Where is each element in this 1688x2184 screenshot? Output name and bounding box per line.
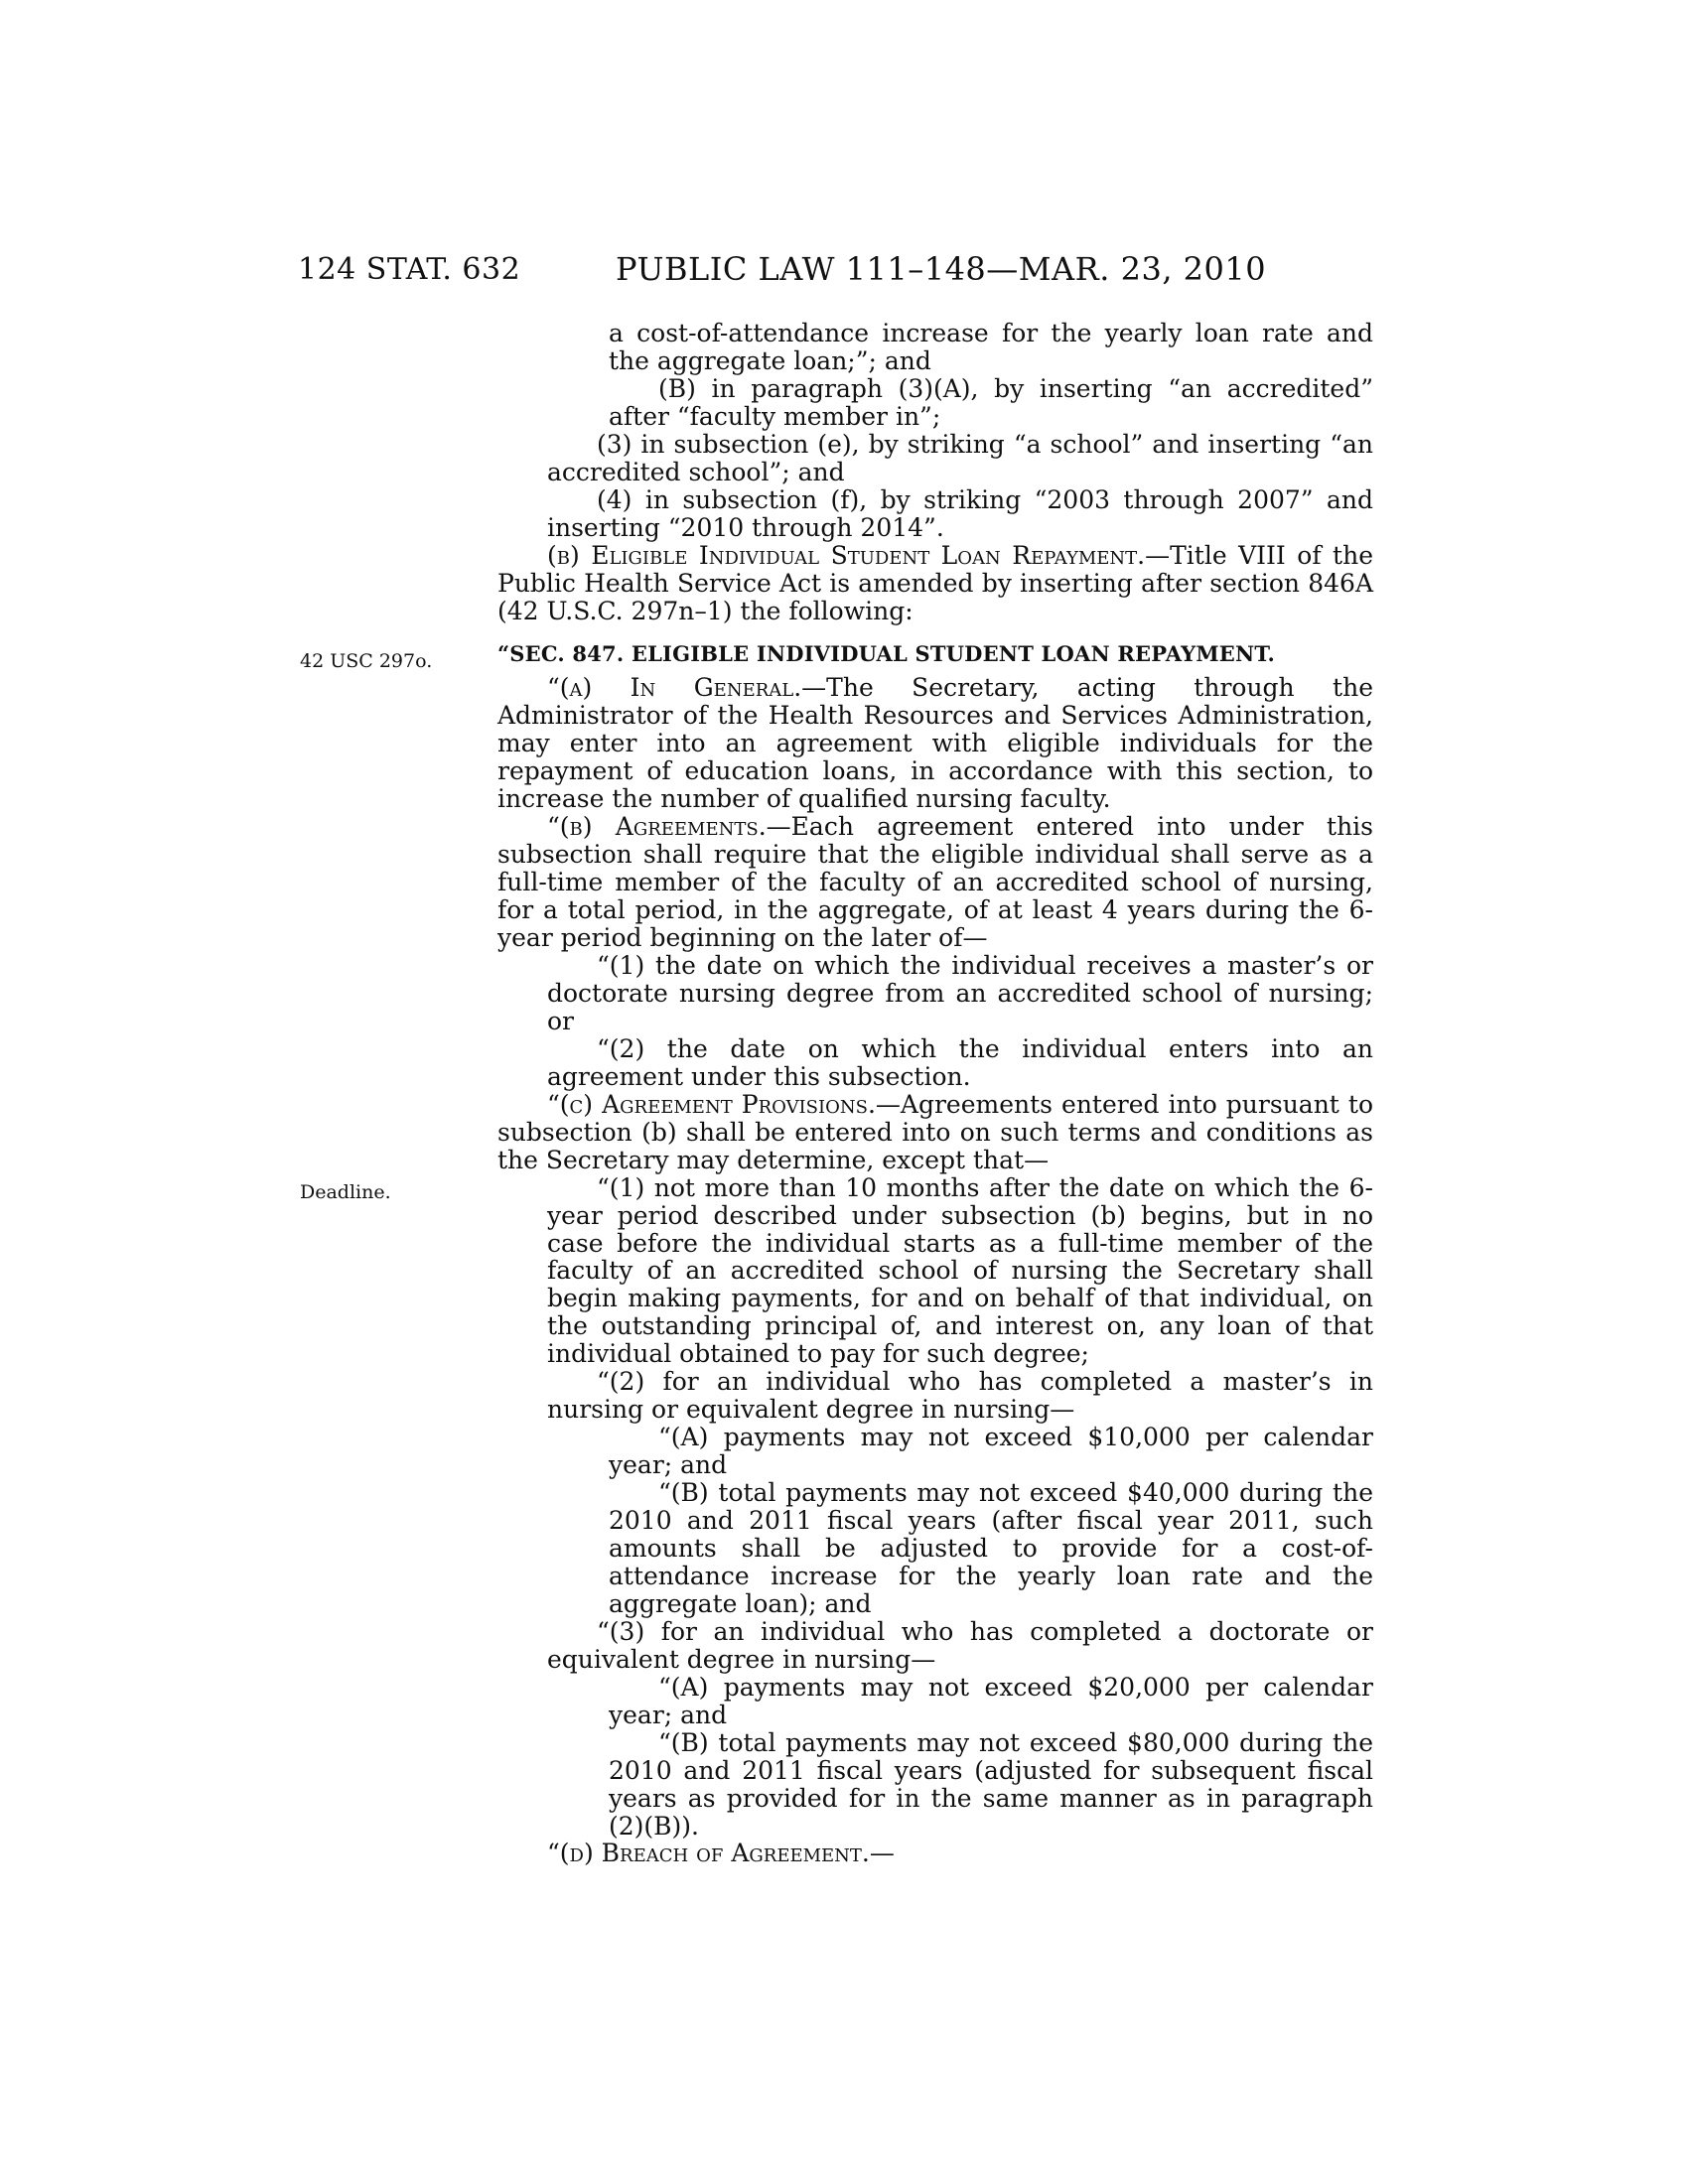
subsection-b-text: —Title VIII of the Public Health Service Act is amended by inserting after section 846A (42 U.S.C. 297n–1) the following: bbox=[497, 540, 1373, 625]
section-c-item-1: “(1) not more than 10 months after the date on which the 6-year period described under subsection (b) begins, but in no case before the individual starts as a full-time member of the faculty of an accredited school of nursing the Secretary shall begin making payments, for and on behalf of that individual, on the outstanding principal of, and interest on, any loan of that individual obtained to pay for such degree; bbox=[547, 1172, 1373, 1369]
paragraph-item-4: (4) in subsection (f), by striking “2003 through 2007” and inserting “2010 through 2014”. bbox=[547, 484, 1373, 542]
margin-note-deadline: Deadline. bbox=[300, 1181, 391, 1203]
document-body bbox=[497, 320, 1373, 1867]
section-a-text: —The Secretary, acting through the Administrator of the Health Resources and Services Administration, may enter into an agreement with eligible individuals for the repayment of education loans, in accordance with this section, to increase the number of qualified nursing faculty. bbox=[497, 673, 1374, 814]
section-d-heading: “(d) Breach of Agreement. bbox=[547, 1839, 870, 1868]
section-c-heading: “(c) Agreement Provisions. bbox=[547, 1089, 876, 1119]
section-d-text: — bbox=[869, 1839, 895, 1868]
section-c-item-2B: “(B) total payments may not exceed $40,000 during the 2010 and 2011 fiscal years (after fiscal year 2011, such amounts shall be adjusted to provide for a cost-of-attendance increase for the yearly loan rate and the aggregate loan); and bbox=[609, 1478, 1373, 1618]
section-b-item-1: “(1) the date on which the individual receives a master’s or doctorate nursing degree from an accredited school of nursing; or bbox=[547, 950, 1373, 1035]
section-c-text: —Agreements entered into pursuant to subsection (b) shall be entered into on such terms and conditions as the Secretary may determine, except that— bbox=[497, 1089, 1373, 1174]
section-a-heading: “(a) In General. bbox=[547, 673, 802, 703]
section-c-item-3A: “(A) payments may not exceed $20,000 per calendar year; and bbox=[609, 1672, 1373, 1729]
section-c bbox=[497, 1091, 1373, 1174]
section-c-item-3B: “(B) total payments may not exceed $80,000 during the 2010 and 2011 fiscal years (adjusted for subsequent fiscal years as provided for in the same manner as in paragraph (2)(B)). bbox=[609, 1727, 1373, 1841]
section-heading: “SEC. 847. ELIGIBLE INDIVIDUAL STUDENT LOAN REPAYMENT. bbox=[497, 641, 1276, 667]
section-b-item-2: “(2) the date on which the individual enters into an agreement under this subsection. bbox=[547, 1033, 1373, 1091]
section-c-item-3: “(3) for an individual who has completed a doctorate or equivalent degree in nursing— bbox=[547, 1616, 1373, 1674]
section-d bbox=[497, 1840, 1373, 1867]
section-c-item-2: “(2) for an individual who has completed a master’s in nursing or equivalent degree in nursing— bbox=[547, 1367, 1373, 1425]
paragraph-item-b-amendment: (B) in paragraph (3)(A), by inserting “an accredited” after “faculty member in”; bbox=[609, 373, 1373, 431]
subsection-b bbox=[497, 542, 1373, 625]
section-b bbox=[497, 813, 1373, 952]
section-b-heading: “(b) Agreements. bbox=[547, 812, 767, 842]
section-a bbox=[497, 674, 1373, 813]
section-b-text: —Each agreement entered into under this subsection shall require that the eligible individual shall serve as a full-time member of the faculty of an accredited school of nursing, for a total period, in the aggregate, of at least 4 years during the 6-year period beginning on the later of— bbox=[497, 812, 1373, 953]
page-running-header: PUBLIC LAW 111–148—MAR. 23, 2010 bbox=[616, 250, 1267, 288]
section-c-item-2A: “(A) payments may not exceed $10,000 per calendar year; and bbox=[609, 1423, 1373, 1480]
paragraph-continuation: a cost-of-attendance increase for the yearly loan rate and the aggregate loan;”; and bbox=[609, 319, 1373, 375]
margin-note-usc: 42 USC 297o. bbox=[300, 650, 433, 672]
page-stat-number: 124 STAT. 632 bbox=[298, 252, 521, 287]
subsection-b-heading: (b) Eligible Individual Student Loan Repayment. bbox=[547, 540, 1146, 570]
paragraph-item-3: (3) in subsection (e), by striking “a school” and inserting “an accredited school”; and bbox=[547, 429, 1373, 486]
